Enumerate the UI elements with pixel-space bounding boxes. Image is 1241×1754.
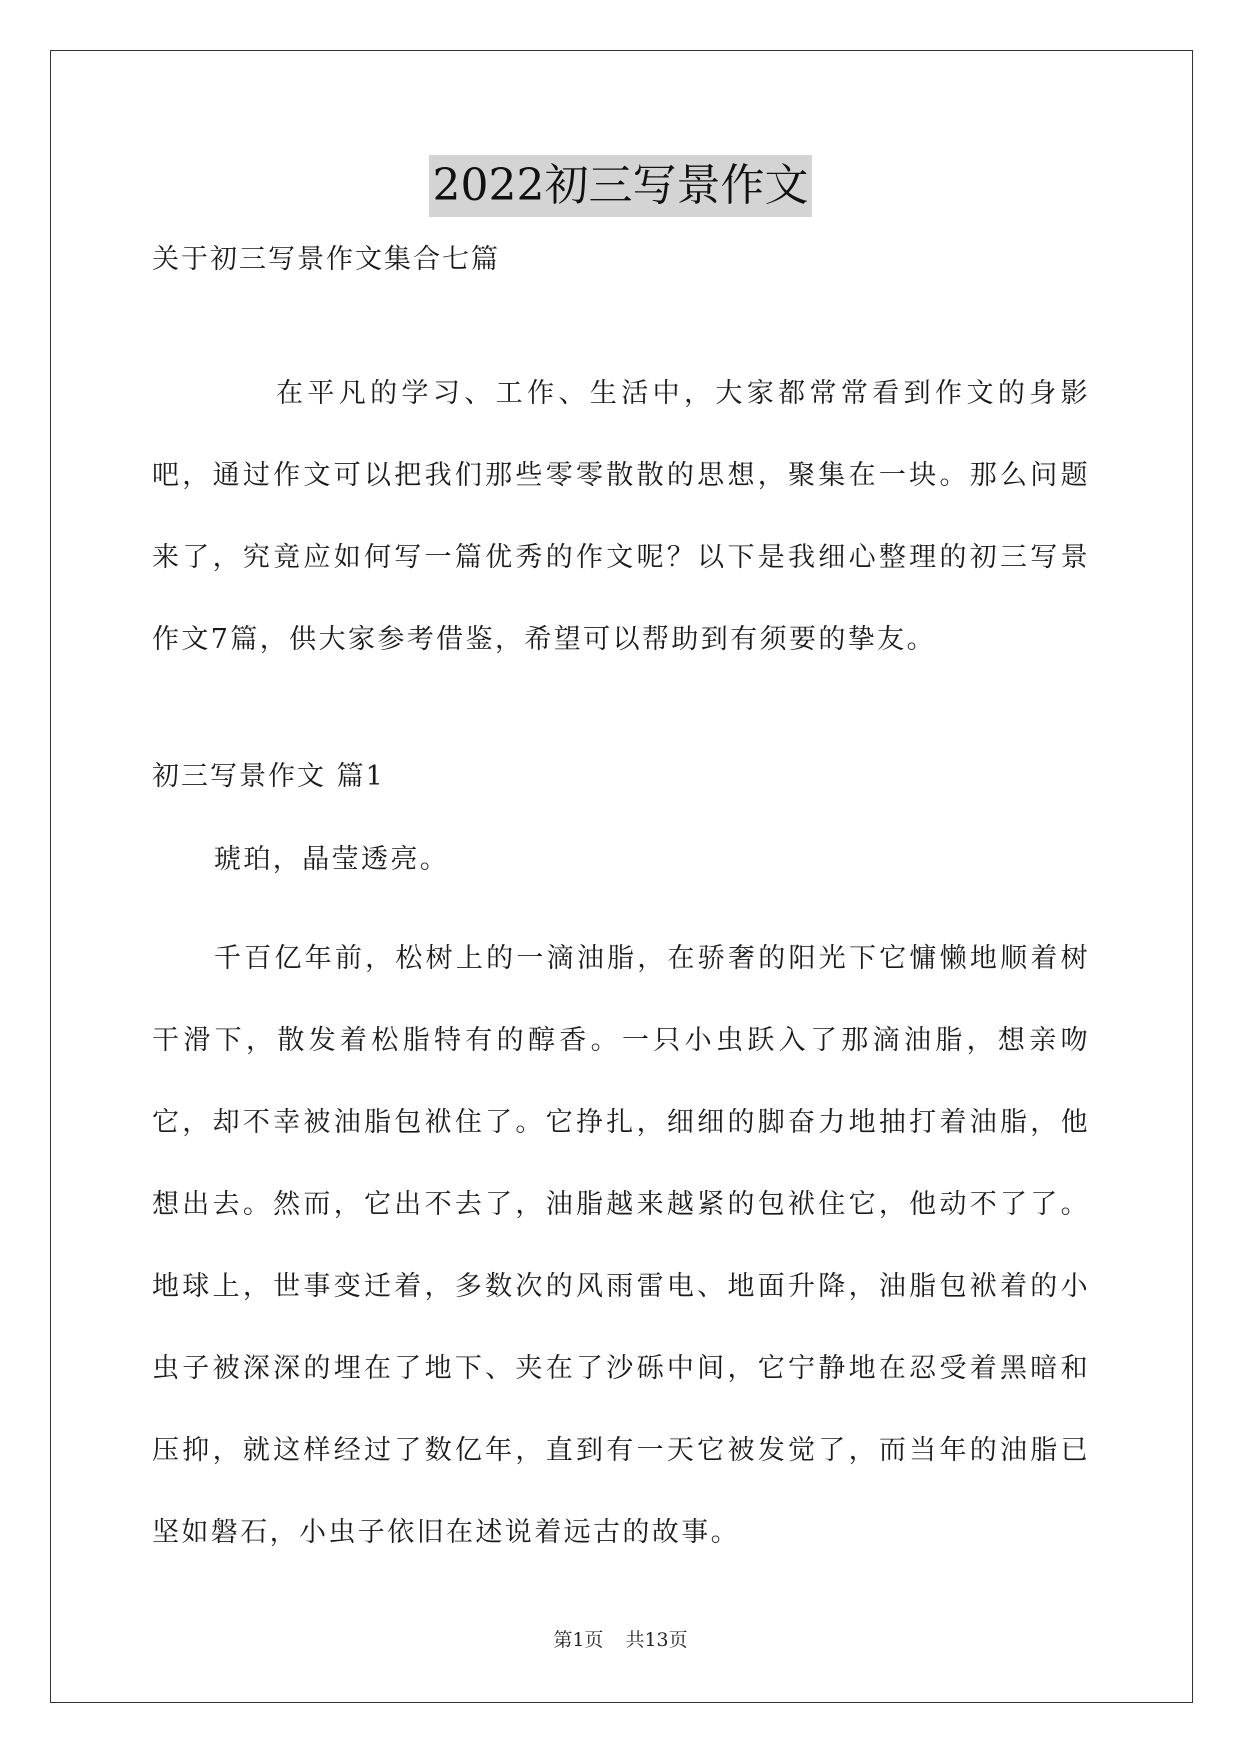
document-title: 2022初三写景作文 — [429, 155, 813, 217]
paragraph: 千百亿年前，松树上的一滴油脂，在骄奢的阳光下它慵懒地顺着树干滑下，散发着松脂特有的醇香。一只小虫跃入了那滴油脂，想亲吻它，却不幸被油脂包袱住了。它挣扎，细细的脚奋力地抽打着油脂，他想出去。然而，它出不去了，油脂越来越紧的包袱住它，他动不了了。地球上，世事变迁着，多数次的风雨雷电、地面升降，油脂包袱着的小虫子被深深的埋在了地下、夹在了沙砾中间，它宁静地在忍受着黑暗和压抑，就这样经过了数亿年，直到有一天它被发觉了，而当年的油脂已坚如磐石，小虫子依旧在述说着远古的故事。 — [152, 943, 1090, 1548]
section-heading: 初三写景作文 篇1 — [152, 761, 385, 792]
title-container — [0, 155, 1241, 217]
page-total: 共13页 — [625, 1629, 688, 1651]
document-subtitle: 关于初三写景作文集合七篇 — [152, 244, 500, 275]
intro-paragraph: 在平凡的学习、工作、生活中，大家都常常看到作文的身影吧，通过作文可以把我们那些零零散散的思想，聚集在一块。那么问题来了，究竟应如何写一篇优秀的作文呢？以下是我细心整理的初三写景作文7篇，供大家参考借鉴，希望可以帮助到有须要的挚友。 — [152, 378, 1090, 655]
paragraph: 琥珀，晶莹透亮。 — [214, 844, 450, 875]
page-footer — [0, 1628, 1241, 1652]
page-number: 第1页 — [553, 1629, 604, 1651]
